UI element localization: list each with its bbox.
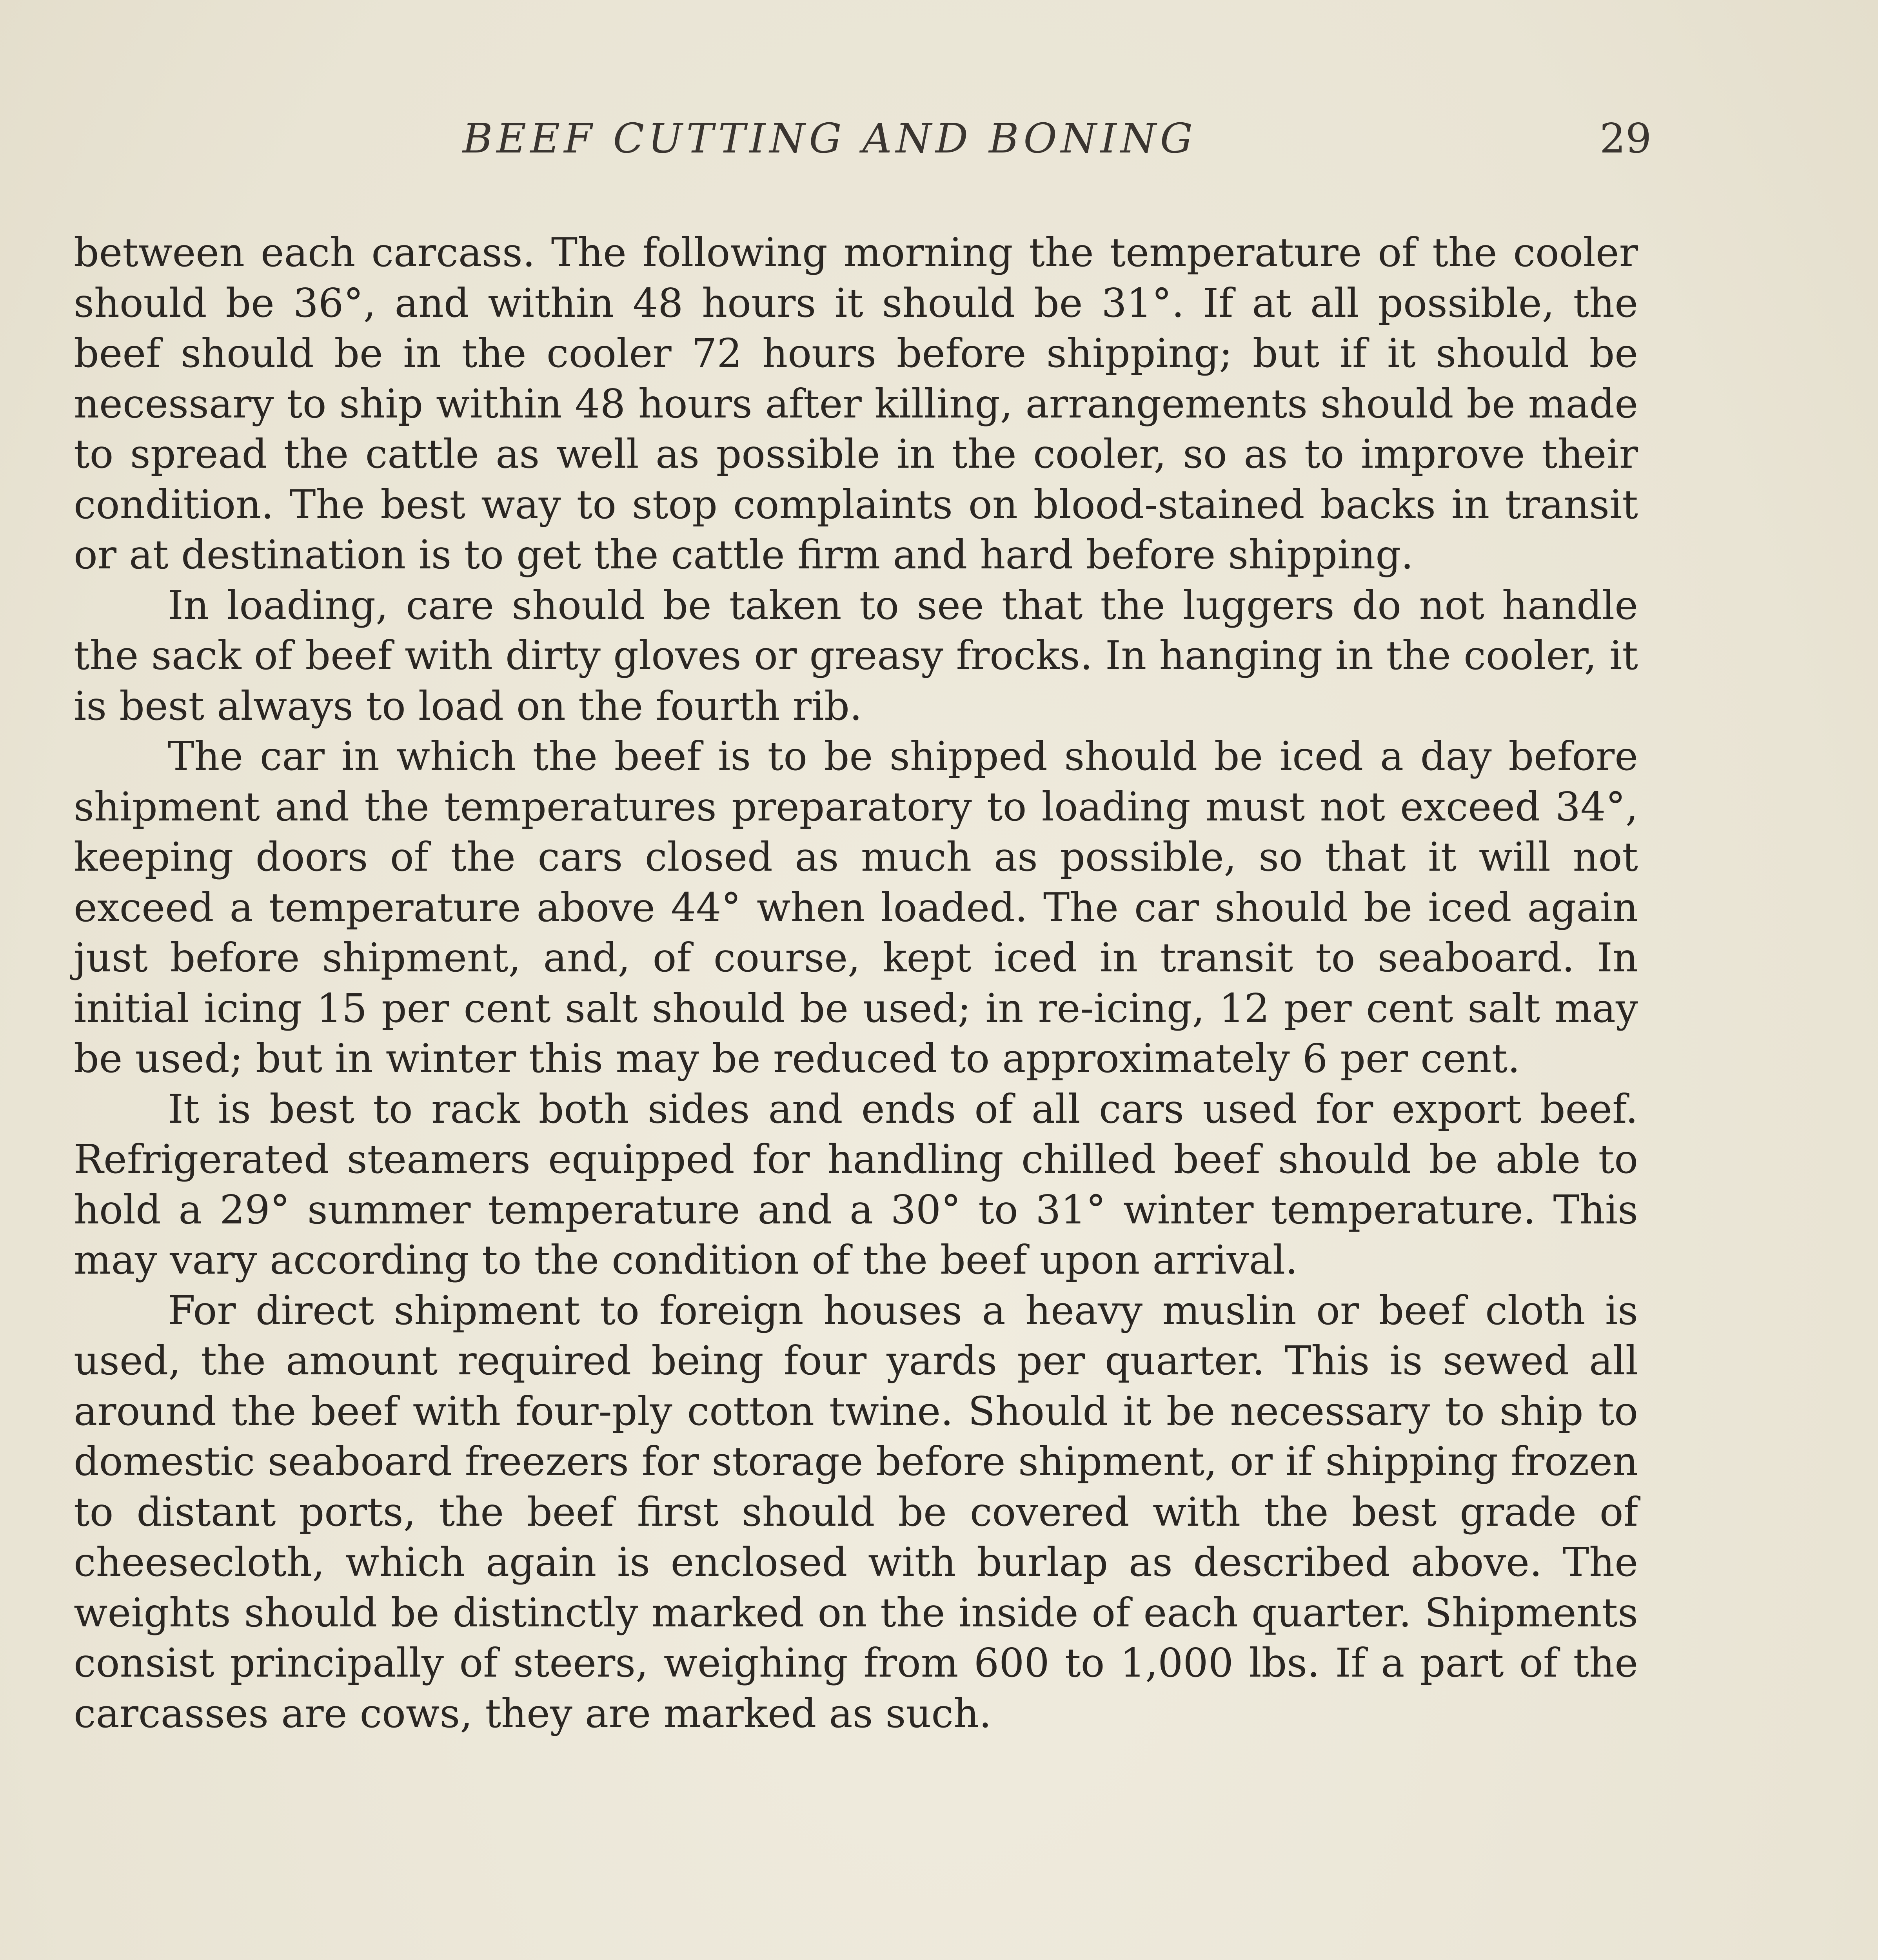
page-number: 29 (1600, 114, 1652, 162)
paragraph-car-icing: The car in which the beef is to be shipped should be iced a day before shipment and the temperatures preparatory to loading must not exceed 34°, keeping doors of the cars closed as much as possible, so that it will not exceed a temperature above 44° when loaded. The car should be iced again just before shipment, and, of course, kept iced in transit to seaboard. In initial icing 15 per cent salt should be used; in re-icing, 12 per cent salt may be used; but in winter this may be reduced to approximately 6 per cent. (74, 733, 1638, 1082)
paragraph-racking: It is best to rack both sides and ends of all cars used for export beef. Refrigerated steamers equipped for handling chilled beef should be able to hold a 29° summer temperature and a 30° to 31° winter temperature. This may vary according to the condition of the beef upon arrival. (74, 1085, 1638, 1283)
paragraph-loading: In loading, care should be taken to see that the luggers do not handle the sack of beef with dirty gloves or greasy frocks. In hanging in the cooler, it is best always to load on the fourth rib. (74, 582, 1638, 729)
body-text (74, 227, 1638, 1739)
paragraph-continued: between each carcass. The following morning the temperature of the cooler should be 36°, and within 48 hours it should be 31°. If at all possible, the beef should be in the cooler 72 hours before shipping; but if it should be necessary to ship within 48 hours after killing, arrangements should be made to spread the cattle as well as possible in the cooler, so as to improve their condition. The best way to stop complaints on blood-stained backs in transit or at destination is to get the cattle firm and hard before shipping. (74, 229, 1638, 578)
running-head: BEEF CUTTING AND BONING (463, 114, 1197, 162)
paragraph-direct-shipment: For direct shipment to foreign houses a heavy muslin or beef cloth is used, the amount required being four yards per quarter. This is sewed all around the beef with four-ply cotton twine. Should it be necessary to ship to domestic seaboard freezers for storage before shipment, or if shipping frozen to distant ports, the beef first should be covered with the best grade of cheesecloth, which again is enclosed with burlap as described above. The weights should be distinctly marked on the inside of each quarter. Shipments consist principally of steers, weighing from 600 to 1,000 lbs. If a part of the carcasses are cows, they are marked as such. (74, 1287, 1638, 1737)
